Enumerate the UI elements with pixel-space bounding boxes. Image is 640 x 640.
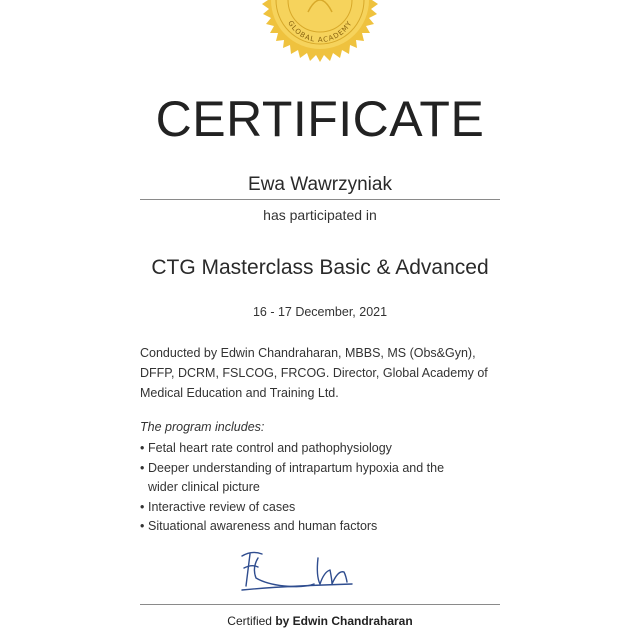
participation-text: has participated in xyxy=(263,207,377,223)
list-item: • Deeper understanding of intrapartum hypoxia and the wider clinical picture xyxy=(140,459,470,498)
recipient-divider xyxy=(140,199,500,200)
course-date: 16 - 17 December, 2021 xyxy=(252,305,388,319)
signature-line xyxy=(140,604,500,605)
course-title: CTG Masterclass Basic & Advanced xyxy=(151,256,489,279)
certified-prefix: Certified xyxy=(227,614,276,628)
list-item: • Interactive review of cases xyxy=(140,498,470,518)
certifier-name: by Edwin Chandraharan xyxy=(275,614,413,628)
list-item: • Fetal heart rate control and pathophysiology xyxy=(140,439,470,459)
list-item: • Situational awareness and human factors xyxy=(140,517,470,537)
conducted-by-text: Conducted by Edwin Chandraharan, MBBS, MS (Obs&Gyn), DFFP, DCRM, FSLCOG, FRCOG. Director, Global Academy of Medical Education and Training Ltd. xyxy=(140,346,488,400)
program-heading: The program includes: xyxy=(140,420,265,434)
certificate-title: CERTIFICATE xyxy=(155,91,485,147)
seal-text: GLOBAL ACADEMY xyxy=(286,19,354,45)
academy-seal-icon xyxy=(258,0,382,62)
certified-by xyxy=(0,614,640,628)
signature-icon xyxy=(236,548,376,600)
program-list xyxy=(140,439,470,537)
recipient-name: Ewa Wawrzyniak xyxy=(248,174,392,195)
